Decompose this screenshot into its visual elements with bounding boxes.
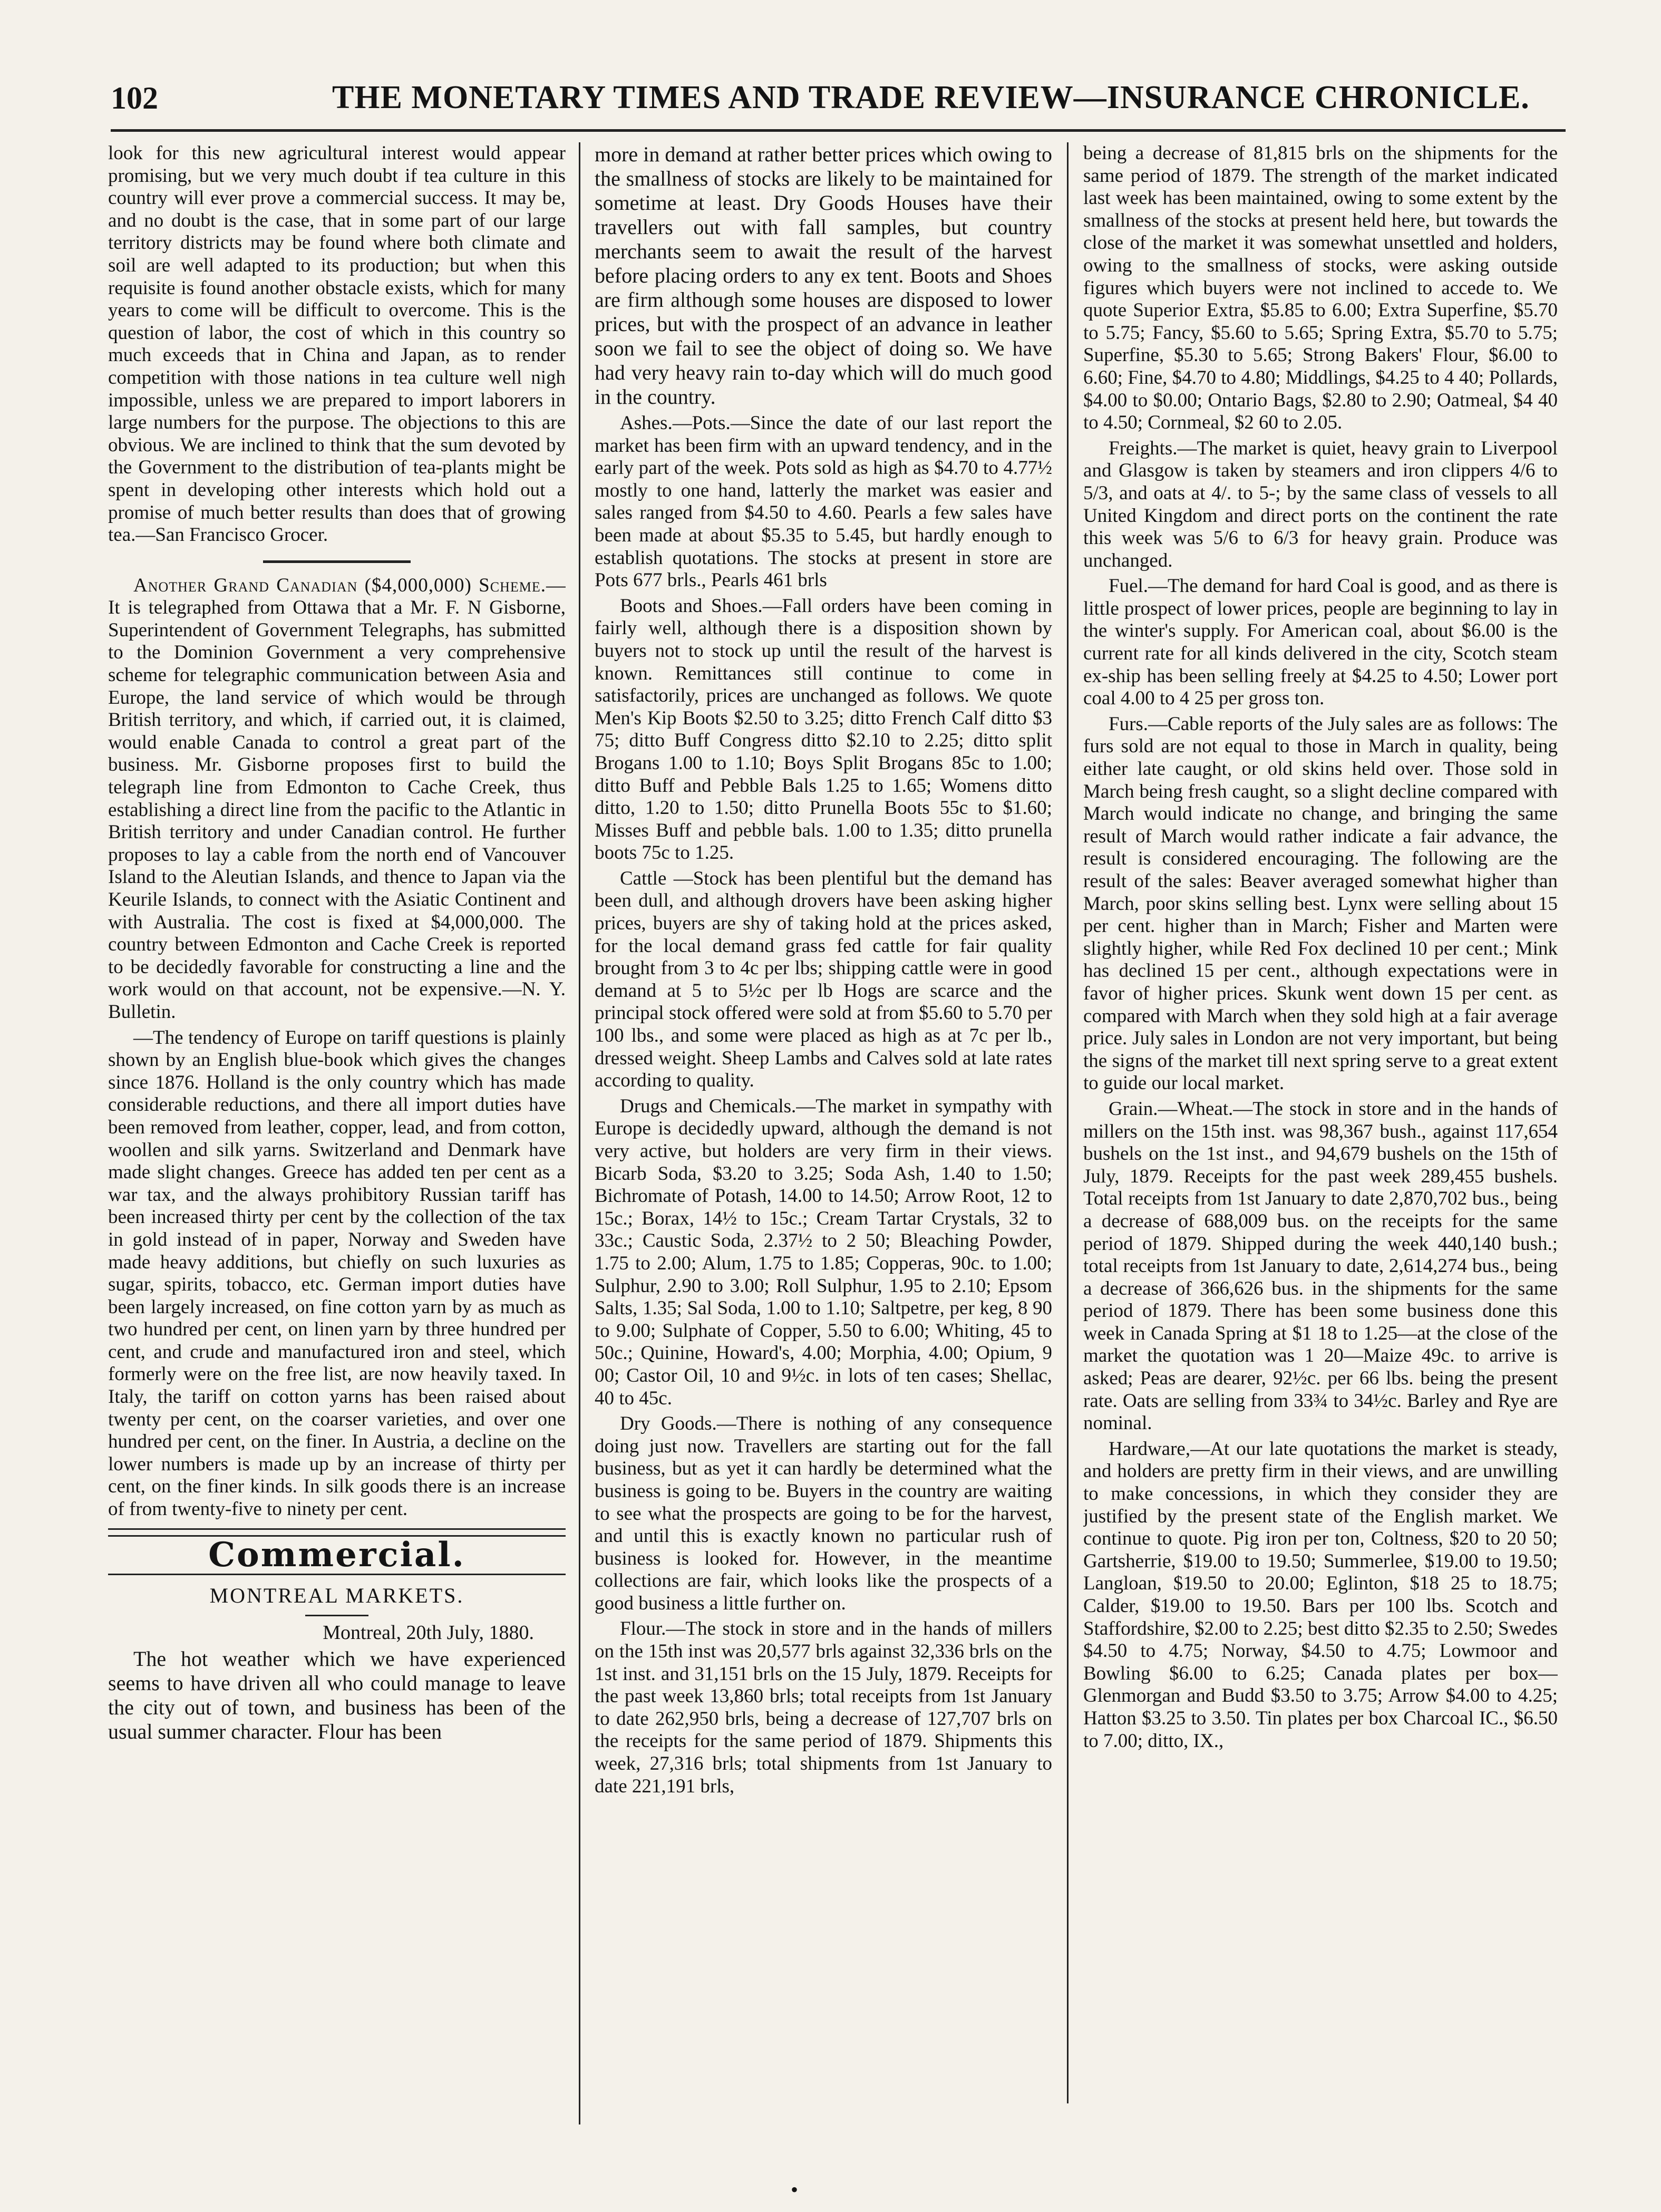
telegraph-scheme-paragraph — [108, 575, 566, 1024]
hardware-paragraph: Hardware,—At our late quotations the market is steady, and holders are pretty firm in their views, and are unwilling to make concessions, in which they consider they are justified by the present state of the English market. We continue to quote. Pig iron per ton, Coltness, $20 to 20 50; Gartsherrie, $19.00 to 19.50; Summerlee, $19.00 to 19.50; Langloan, $19.50 to 20.00; Eglinton, $18 25 to 18.75; Calder, $19.00 to 19.50. Bars per 100 lbs. Scotch and Staffordshire, $2.00 to 2.25; best ditto $2.35 to 2.50; Swedes $4.50 to 4.75; Norway, $4.50 to 4.75; Lowmoor and Bowling $6.00 to 6.25; Canada plates per box—Glenmorgan and Budd $3.50 to 3.75; Arrow $4.00 to 4.25; Hatton $3.25 to 3.50. Tin plates per box Charcoal IC., $6.50 to 7.00; ditto, IX., — [1083, 1438, 1558, 1752]
grain-paragraph: Grain.—Wheat.—The stock in store and in the hands of millers on the 15th inst. was 98,367 bush., against 117,654 bushels on the 1st inst., and 94,679 bushels on the 15th of July, 1879. Receipts for the past week 289,455 bushels. Total receipts from 1st January to date 2,870,702 bus., being a decrease of 688,009 bus. on the receipts for the same period of 1879. Shipped during the week 440,140 bush.; total receipts from 1st January to date, 2,614,274 bus., being a decrease of 366,626 bus. in the shipments for the same period of 1879. There has been some business done this week in Canada Spring at $1 18 to 1.25—at the close of the market the quotation was 1 20—Maize 49c. to arrive is asked; Peas are dearer, 92½c. per 66 lbs. being the present rate. Oats are selling from 33¾ to 34½c. Barley and Rye are nominal. — [1083, 1098, 1558, 1434]
masthead-title: THE MONETARY TIMES AND TRADE REVIEW—INSURANCE CHRONICLE. — [332, 80, 1530, 115]
freights-paragraph: Freights.—The market is quiet, heavy grain to Liverpool and Glasgow is taken by steamers and iron clippers 4/6 to 5/3, and oats at 4/. to 5-; by the same class of vessels to all United Kingdom and direct ports on the continent the rate this week was 5/6 to 6/3 for heavy grain. Produce was unchanged. — [1083, 437, 1558, 571]
page-mark: • — [791, 2178, 799, 2201]
flour-paragraph: Flour.—The stock in store and in the hands of millers on the 15th inst was 20,577 brls against 32,336 brls on the 1st inst. and 31,151 brls on the 15 July, 1879. Receipts for the past week 13,860 brls; total receipts from 1st January to date 262,950 brls, being a decrease of 127,707 brls on the receipts for the same period of 1879. Shipments this week, 27,316 brls; total shipments from 1st January to date 221,191 brls, — [595, 1618, 1052, 1797]
column-divider-1 — [579, 142, 580, 2124]
page-number: 102 — [111, 81, 158, 115]
flour-continued-paragraph: being a decrease of 81,815 brls on the shipments for the same period of 1879. The strength of the market indicated last week has been maintained, owing to some extent by the smallness of the stocks at present held here, but towards the close of the market it was somewhat unsettled and holders, owing to the smallness of stocks, were asking outside figures which buyers were not inclined to accede to. We quote Superior Extra, $5.85 to 6.00; Extra Superfine, $5.70 to 5.75; Fancy, $5.60 to 5.65; Spring Extra, $5.70 to 5.75; Superfine, $5.30 to 5.65; Strong Bakers' Flour, $6.00 to 6.60; Fine, $4.70 to 4.80; Middlings, $4.25 to 4 40; Pollards, $4.00 to $0.00; Ontario Bags, $2.80 to 2.90; Oatmeal, $4 40 to 4.50; Cornmeal, $2 60 to 2.05. — [1083, 142, 1558, 434]
subsection-title: MONTREAL MARKETS. — [209, 1584, 464, 1608]
dateline: Montreal, 20th July, 1880. — [323, 1621, 534, 1644]
cattle-paragraph: Cattle —Stock has been plentiful but the demand has been dull, and although drovers have been asking higher prices, buyers are shy of taking hold at the prices asked, for the local demand grass fed cattle for fair quality brought from 3 to 4c per lbs; shipping cattle were in good demand at 5 to 5½c per lb Hogs are scarce and the principal stock offered were sold at from $5.60 to 5.70 per 100 lbs., and some were placed as high as at 7c per lb., dressed weight. Sheep Lambs and Calves sold at late rates according to quality. — [595, 867, 1052, 1092]
telegraph-scheme-body: —It is telegraphed from Ottawa that a Mr. F. N Gisborne, Superintendent of Government Telegraphs, has submitted to the Dominion Government a very comprehensive scheme for telegraphic communication between Asia and Europe, the land service of which would be through British territory, and which, if carried out, it is claimed, would enable Canada to control a great part of the business. Mr. Gisborne proposes first to build the telegraph line from Edmonton to Cache Creek, thus establishing a direct line from the pacific to the Atlantic in British territory and under Canadian control. He further proposes to lay a cable from the north end of Vancouver Island to the Aleutian Islands, and thence to Japan via the Keurile Islands, to connect with the Asiatic Continent and with Australia. The cost is fixed at $4,000,000. The country between Edmonton and Cache Creek is reported to be decidedly favorable for constructing a line and the work would on that account, not be expensive.—N. Y. Bulletin. — [108, 574, 566, 1023]
market-continued-paragraph: more in demand at rather better prices which owing to the smallness of stocks are likely to be maintained for sometime at least. Dry Goods Houses have their travellers out with fall samples, but country merchants seem to await the result of the harvest before placing orders to any ex tent. Boots and Shoes are firm although some houses are disposed to lower prices, but with the prospect of an advance in leather soon we fail to see the object of doing so. We have had very heavy rain to-day which will do much good in the country. — [595, 142, 1052, 409]
subsection-rule — [305, 1615, 368, 1616]
boots-shoes-paragraph: Boots and Shoes.—Fall orders have been coming in fairly well, although there is a disposition shown by buyers not to stock up until the result of the harvest is known. Remittances still continue to come in satisfactorily, prices are unchanged as follows. We quote Men's Kip Boots $2.50 to 3.25; ditto French Calf ditto $3 75; ditto Buff Congress ditto $2.10 to 2.25; ditto split Brogans 1.00 to 1.10; Boys Split Brogans 85c to 1.00; ditto Buff and Pebble Bals 1.25 to 1.65; Womens ditto ditto, 1.20 to 1.50; ditto Prunella Boots 55c to $1.60; Misses Buff and pebble bals. 1.00 to 1.35; ditto prunella boots 75c to 1.25. — [595, 595, 1052, 864]
telegraph-scheme-heading: Another Grand Canadian ($4,000,000) Scheme. — [133, 574, 546, 596]
column-2 — [595, 142, 1052, 2103]
drugs-chemicals-paragraph: Drugs and Chemicals.—The market in sympathy with Europe is decidedly upward, although the demand is not very active, but holders are very firm in their views. Bicarb Soda, $3.20 to 3.25; Soda Ash, 1.40 to 1.50; Bichromate of Potash, 14.00 to 14.50; Arrow Root, 12 to 15c.; Borax, 14½ to 15c.; Cream Tartar Crystals, 32 to 33c.; Caustic Soda, 2.37½ to 2 50; Bleaching Powder, 1.75 to 2.00; Alum, 1.75 to 1.85; Copperas, 90c. to 1.00; Sulphur, 2.90 to 3.00; Roll Sulphur, 1.95 to 2.10; Epsom Salts, 1.35; Sal Soda, 1.00 to 1.10; Saltpetre, per keg, 8 90 to 9.00; Sulphate of Copper, 5.50 to 6.00; Whiting, 45 to 50c.; Quinine, Howard's, 4.00; Morphia, 4.00; Opium, 9 00; Castor Oil, 10 and 9½c. in lots of ten cases; Shellac, 40 to 45c. — [595, 1095, 1052, 1409]
fuel-paragraph: Fuel.—The demand for hard Coal is good, and as there is little prospect of lower prices, people are beginning to lay in the winter's supply. For American coal, about $6.00 is the current rate for all kinds delivered in the city, Scotch steam ex-ship has been selling freely at $4.25 to 4.50; Lower port coal 4.00 to 4 25 per gross ton. — [1083, 575, 1558, 710]
ashes-paragraph: Ashes.—Pots.—Since the date of our last report the market has been firm with an upward tendency, and in the early part of the week. Pots sold as high as $4.70 to 4.77½ mostly to one hand, latterly the market was easier and sales ranged from $4.50 to 4.60. Pearls a few sales have been made at about $5.35 to 5.45, but hardly enough to establish quotations. The stocks at present in store are Pots 677 brls., Pearls 461 brls — [595, 412, 1052, 591]
column-divider-2 — [1067, 142, 1069, 2103]
column-3 — [1083, 142, 1558, 2124]
tariff-paragraph: —The tendency of Europe on tariff questions is plainly shown by an English blue-book which gives the changes since 1876. Holland is the only country which has made considerable reductions, and there all import duties have been removed from leather, copper, lead, and from cotton, woollen and silk yarns. Switzerland and Denmark have made slight changes. Greece has added ten per cent as a war tax, and the always prohibitory Russian tariff has been increased thirty per cent by the collection of the tax in gold instead of in paper, Norway and Sweden have made heavy additions, but chiefly on such luxuries as sugar, spirits, tobacco, etc. German import duties have been largely increased, on fine cotton yarn by as much as two hundred per cent, on linen yarn by three hundred per cent, and crude and manufactured iron and steel, which formerly were on the free list, are now heavily taxed. In Italy, the tariff on cotton yarns has been raised about twenty per cent, on the coarser varieties, and over one hundred per cent, on the finer. In Austria, a decline on the lower numbers is made up by an increase of thirty per cent, on the finer kinds. In silk goods there is an increase of from twenty-five to ninety per cent. — [108, 1026, 566, 1520]
furs-paragraph: Furs.—Cable reports of the July sales are as follows: The furs sold are not equal to those in March in quality, being either late caught, or old skins held over. Those sold in March being fresh caught, so a slight decline compared with March would indicate no change, and bringing the same result of March would rather indicate a fair advance, the result is considered encouraging. The following are the result of the sales: Beaver averaged somewhat higher than March, poor skins selling best. Lynx were selling about 15 per cent. higher than in March; Fisher and Marten were slightly higher, while Red Fox declined 10 per cent.; Mink has declined 15 per cent., although expectations were in favor of higher prices. Skunk went down 15 per cent. as compared with March when they sold high at a fair average price. July sales in London are not very important, but being the signs of the market till next spring serve to a great extent to guide our local market. — [1083, 713, 1558, 1094]
section-title: Commercial. — [208, 1535, 465, 1575]
tea-culture-paragraph: look for this new agricultural interest would appear promising, but we very much doubt if tea culture in this country will ever prove a commercial success. It may be, and no doubt is the case, that in some part of our large territory districts may be found where both climate and soil are well adapted to its production; but when this requisite is found another obstacle exists, which for many years to come will be difficult to overcome. This is the question of labor, the cost of which in this country so much exceeds that in China and Japan, as to render competition with those nations in tea culture well nigh impossible, unless we are prepared to import laborers in large numbers for the purpose. The objections to this are obvious. We are inclined to think that the sum devoted by the Government to the distribution of tea-plants might be spent in developing other interests which hold out a promise of much better results than does that of growing tea.—San Francisco Grocer. — [108, 142, 566, 546]
market-intro-paragraph: The hot weather which we have experienced seems to have driven all who could manage to leave the city out of town, and business has been of the usual summer character. Flour has been — [108, 1647, 566, 1744]
dry-goods-paragraph: Dry Goods.—There is nothing of any consequence doing just now. Travellers are starting out for the fall business, but as yet it can hardly be determined what the business is going to be. Buyers in the country are waiting to see what the prospects are going to be for the harvest, and until this is exactly known no particular rush of business is looked for. However, in the meantime collections are fair, which looks like the prospects of a good business a little further on. — [595, 1413, 1052, 1614]
header-rule — [111, 129, 1566, 132]
column-1 — [108, 142, 566, 2135]
page-header — [111, 74, 1576, 132]
article-separator — [263, 560, 411, 563]
